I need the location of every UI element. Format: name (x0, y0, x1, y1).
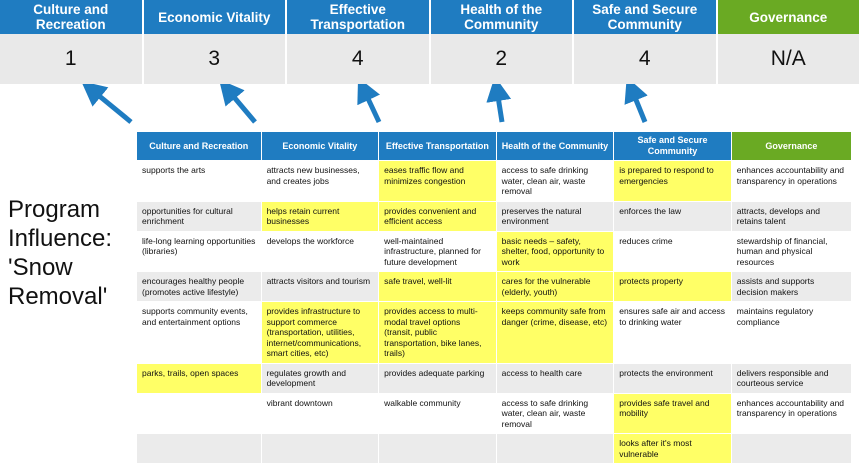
matrix-cell: attracts visitors and tourism (261, 272, 379, 302)
matrix-cell: walkable community (379, 393, 497, 434)
score-economic-vitality: 3 (144, 34, 288, 84)
matrix-row (137, 302, 851, 364)
matrix-cell: protects the environment (614, 363, 732, 393)
matrix-cell: provides adequate parking (379, 363, 497, 393)
matrix-cell: keeps community safe from danger (crime, disease, etc) (496, 302, 614, 364)
matrix-cell: supports the arts (137, 161, 261, 202)
arrow-safe-and-secure-community (632, 90, 645, 122)
goal-score-row (0, 34, 859, 84)
matrix-cell: provides safe travel and mobility (614, 393, 732, 434)
matrix-cell: enhances accountability and transparency in operations (731, 393, 851, 434)
arrow-economic-vitality (228, 90, 255, 122)
matrix-row (137, 363, 851, 393)
goal-score-band (0, 0, 859, 84)
score-culture-and-recreation: 1 (0, 34, 144, 84)
matrix-cell: parks, trails, open spaces (137, 363, 261, 393)
matrix-cell: provides convenient and efficient access (379, 201, 497, 231)
matrix-row (137, 201, 851, 231)
matrix-cell (379, 434, 497, 464)
matrix-header-effective-transportation: Effective Transportation (379, 132, 497, 161)
goal-statement-matrix (137, 132, 851, 464)
matrix-cell: preserves the natural environment (496, 201, 614, 231)
matrix-cell: safe travel, well-lit (379, 272, 497, 302)
matrix-cell: provides access to multi-modal travel options (transit, public transportation, bike lanes, trails) (379, 302, 497, 364)
matrix-cell: delivers responsible and courteous service (731, 363, 851, 393)
matrix-cell (261, 434, 379, 464)
matrix-row (137, 231, 851, 272)
matrix-cell: attracts new businesses, and creates jobs (261, 161, 379, 202)
matrix-row (137, 272, 851, 302)
goal-header-health-of-the-community: Health of the Community (431, 0, 575, 34)
matrix-cell: enforces the law (614, 201, 732, 231)
goal-header-row (0, 0, 859, 34)
matrix-cell: eases traffic flow and minimizes congestion (379, 161, 497, 202)
matrix-cell: access to safe drinking water, clean air, waste removal (496, 161, 614, 202)
matrix-cell: life-long learning opportunities (libraries) (137, 231, 261, 272)
matrix-cell: supports community events, and entertainment options (137, 302, 261, 364)
goal-header-safe-and-secure-community: Safe and Secure Community (574, 0, 718, 34)
score-health-of-the-community: 2 (431, 34, 575, 84)
matrix-cell: well-maintained infrastructure, planned for future development (379, 231, 497, 272)
arrow-effective-transportation (364, 90, 379, 122)
arrow-culture-and-recreation (92, 90, 131, 122)
matrix-cell: develops the workforce (261, 231, 379, 272)
matrix-cell: encourages healthy people (promotes active lifestyle) (137, 272, 261, 302)
matrix-cell: provides infrastructure to support commerce (transportation, utilities, internet/communications, smart cities, etc) (261, 302, 379, 364)
arrow-group (0, 84, 859, 132)
matrix-header-safe-and-secure-community: Safe and Secure Community (614, 132, 732, 161)
goal-header-culture-and-recreation: Culture and Recreation (0, 0, 144, 34)
matrix-cell: basic needs – safety, shelter, food, opportunity to work (496, 231, 614, 272)
matrix-body (137, 161, 851, 464)
matrix-row (137, 393, 851, 434)
matrix-header-economic-vitality: Economic Vitality (261, 132, 379, 161)
score-safe-and-secure-community: 4 (574, 34, 718, 84)
matrix-cell: stewardship of financial, human and physical resources (731, 231, 851, 272)
matrix-cell: reduces crime (614, 231, 732, 272)
matrix-cell: helps retain current businesses (261, 201, 379, 231)
matrix-cell: protects property (614, 272, 732, 302)
goal-header-governance: Governance (718, 0, 859, 34)
matrix-row (137, 161, 851, 202)
matrix-cell: cares for the vulnerable (elderly, youth) (496, 272, 614, 302)
matrix-cell (137, 393, 261, 434)
score-governance: N/A (770, 47, 806, 70)
matrix-cell: maintains regulatory compliance (731, 302, 851, 364)
matrix-header-health-of-the-community: Health of the Community (496, 132, 614, 161)
matrix-header-row (137, 132, 851, 161)
matrix-cell (496, 434, 614, 464)
matrix-cell: ensures safe air and access to drinking water (614, 302, 732, 364)
matrix-cell: assists and supports decision makers (731, 272, 851, 302)
matrix-cell: is prepared to respond to emergencies (614, 161, 732, 202)
matrix-cell: opportunities for cultural enrichment (137, 201, 261, 231)
matrix-cell: vibrant downtown (261, 393, 379, 434)
matrix-row (137, 434, 851, 464)
matrix-cell: looks after it's most vulnerable (614, 434, 732, 464)
matrix-cell (731, 434, 851, 464)
matrix-header-governance: Governance (731, 132, 851, 161)
arrow-health-of-the-community (497, 90, 502, 122)
matrix-cell: access to safe drinking water, clean air, waste removal (496, 393, 614, 434)
matrix-header-culture-and-recreation: Culture and Recreation (137, 132, 261, 161)
matrix-cell: regulates growth and development (261, 363, 379, 393)
goal-header-economic-vitality: Economic Vitality (144, 0, 288, 34)
matrix-cell (137, 434, 261, 464)
program-influence-caption: Program Influence: 'Snow Removal' (8, 196, 113, 310)
matrix-cell: attracts, develops and retains talent (731, 201, 851, 231)
score-effective-transportation: 4 (287, 34, 431, 84)
matrix-cell: enhances accountability and transparency in operations (731, 161, 851, 202)
goal-header-effective-transportation: Effective Transportation (287, 0, 431, 34)
matrix-cell: access to health care (496, 363, 614, 393)
